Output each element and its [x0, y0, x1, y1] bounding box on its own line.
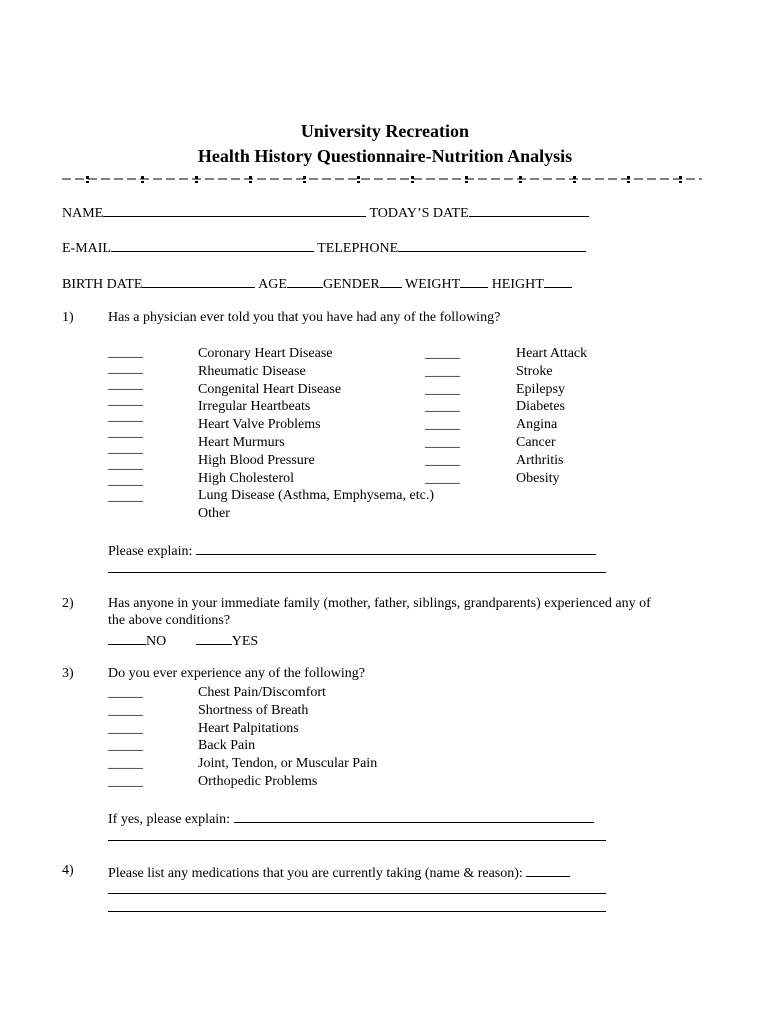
checkbox-line[interactable]: _____: [108, 425, 143, 440]
decorative-divider: [62, 170, 702, 186]
todays-date-field[interactable]: [469, 203, 589, 217]
condition-item: Lung Disease (Asthma, Emphysema, etc.): [198, 488, 434, 504]
divider-graphic: [62, 170, 702, 186]
email-label: E-MAIL: [62, 241, 111, 256]
symptom-item: Heart Palpitations: [198, 720, 299, 736]
email-field[interactable]: [111, 238, 314, 252]
condition-item: Other: [198, 506, 230, 522]
symptom-item: Shortness of Breath: [198, 702, 309, 718]
checkbox-line[interactable]: _____: [425, 452, 460, 468]
condition-item: Congenital Heart Disease: [198, 381, 342, 397]
if-yes-explain-label: If yes, please explain:: [108, 812, 231, 827]
condition-item: Rheumatic Disease: [198, 363, 306, 379]
checkbox-line[interactable]: _____: [425, 399, 460, 415]
condition-item: Heart Murmurs: [198, 434, 285, 450]
height-field[interactable]: [544, 274, 572, 288]
no-checkbox-line[interactable]: [108, 631, 146, 645]
question-2-text-line-2: the above conditions?: [108, 613, 231, 628]
question-1-number: 1): [62, 310, 74, 325]
q4-line-3[interactable]: [108, 911, 606, 912]
form-subtitle: Health History Questionnaire-Nutrition Analysis: [197, 146, 573, 166]
symptom-item: Chest Pain/Discomfort: [198, 685, 326, 700]
condition-item: Stroke: [516, 363, 553, 379]
birth-date-field[interactable]: [142, 274, 255, 288]
condition-item: Heart Attack: [516, 346, 588, 361]
checkbox-line[interactable]: _____: [425, 470, 460, 486]
q1-left-checkboxes: [108, 345, 143, 505]
checkbox-line[interactable]: _____: [108, 457, 143, 472]
checkbox-line[interactable]: _____: [425, 417, 460, 433]
q1-right-conditions: [516, 345, 587, 487]
no-label: NO: [146, 634, 167, 649]
question-2-number: 2): [62, 596, 74, 611]
checkbox-line[interactable]: _____: [425, 381, 460, 397]
checkbox-line[interactable]: _____: [108, 473, 143, 488]
condition-item: Coronary Heart Disease: [198, 346, 333, 361]
q1-explain-field[interactable]: [196, 541, 596, 555]
symptom-item: Orthopedic Problems: [198, 773, 318, 789]
q3-symptoms: [198, 684, 377, 791]
name-row: [62, 203, 589, 222]
checkbox-line[interactable]: _____: [108, 756, 143, 772]
age-field[interactable]: [287, 274, 323, 288]
gender-label: GENDER: [322, 277, 380, 292]
question-4-number: 4): [62, 863, 74, 878]
condition-item: Epilepsy: [516, 381, 565, 397]
age-label: AGE: [258, 277, 287, 292]
checkbox-line[interactable]: _____: [425, 434, 460, 450]
condition-item: Angina: [516, 417, 558, 433]
weight-field[interactable]: [460, 274, 488, 288]
q4-line-2[interactable]: [108, 893, 606, 894]
checkbox-line[interactable]: _____: [108, 773, 143, 789]
question-3-number: 3): [62, 666, 74, 681]
condition-item: Cancer: [516, 434, 556, 450]
checkbox-line[interactable]: _____: [108, 685, 143, 700]
telephone-label: TELEPHONE: [317, 241, 399, 256]
checkbox-line[interactable]: _____: [108, 377, 143, 392]
checkbox-line[interactable]: _____: [108, 441, 143, 456]
q1-explain-row: [108, 541, 596, 560]
checkbox-line[interactable]: _____: [108, 720, 143, 736]
question-2-text-line-1: Has anyone in your immediate family (mother, father, siblings, grandparents) experienced any of: [108, 596, 651, 611]
symptom-item: Back Pain: [198, 738, 256, 754]
q1-explain-line-2[interactable]: [108, 572, 606, 573]
form-title: University Recreation: [300, 121, 470, 141]
q3-explain-field[interactable]: [234, 809, 594, 823]
condition-item: High Cholesterol: [198, 470, 295, 486]
condition-item: Irregular Heartbeats: [198, 399, 311, 415]
q3-explain-row: [108, 809, 594, 828]
condition-item: Obesity: [516, 470, 560, 486]
q2-answer-row: [108, 631, 258, 650]
checkbox-line[interactable]: _____: [108, 361, 143, 376]
q4-row: [108, 863, 570, 882]
name-label: NAME: [62, 206, 104, 221]
checkbox-line[interactable]: _____: [425, 363, 460, 379]
checkbox-line[interactable]: _____: [108, 393, 143, 408]
telephone-field[interactable]: [398, 238, 586, 252]
question-4-text: Please list any medications that you are currently taking (name & reason):: [108, 866, 523, 881]
checkbox-line[interactable]: _____: [108, 409, 143, 424]
checkbox-line[interactable]: _____: [108, 738, 143, 754]
question-1-text: Has a physician ever told you that you have had any of the following?: [108, 310, 501, 325]
condition-item: Heart Valve Problems: [198, 417, 321, 433]
q3-checkboxes: [108, 684, 143, 791]
gender-field[interactable]: [380, 274, 402, 288]
q4-medications-field[interactable]: [526, 863, 570, 877]
email-row: [62, 238, 586, 257]
todays-date-label: TODAY’S DATE: [369, 206, 469, 221]
please-explain-label: Please explain:: [108, 544, 193, 559]
checkbox-line[interactable]: _____: [108, 489, 143, 504]
symptom-item: Joint, Tendon, or Muscular Pain: [198, 756, 378, 772]
birth-date-label: BIRTH DATE: [62, 277, 143, 292]
yes-checkbox-line[interactable]: [196, 631, 232, 645]
question-3-text: Do you ever experience any of the following?: [108, 666, 365, 681]
checkbox-line[interactable]: _____: [108, 702, 143, 718]
condition-item: Diabetes: [516, 399, 565, 415]
checkbox-line[interactable]: _____: [108, 345, 143, 360]
checkbox-line[interactable]: _____: [425, 346, 460, 361]
height-label: HEIGHT: [491, 277, 544, 292]
condition-item: High Blood Pressure: [198, 452, 315, 468]
yes-label: YES: [231, 634, 259, 649]
q3-explain-line-2[interactable]: [108, 840, 606, 841]
birth-row: [62, 274, 572, 293]
q1-right-checkboxes: [425, 345, 460, 487]
q1-left-conditions: [198, 345, 434, 523]
condition-item: Arthritis: [516, 452, 564, 468]
name-field[interactable]: [103, 203, 366, 217]
weight-label: WEIGHT: [404, 277, 461, 292]
